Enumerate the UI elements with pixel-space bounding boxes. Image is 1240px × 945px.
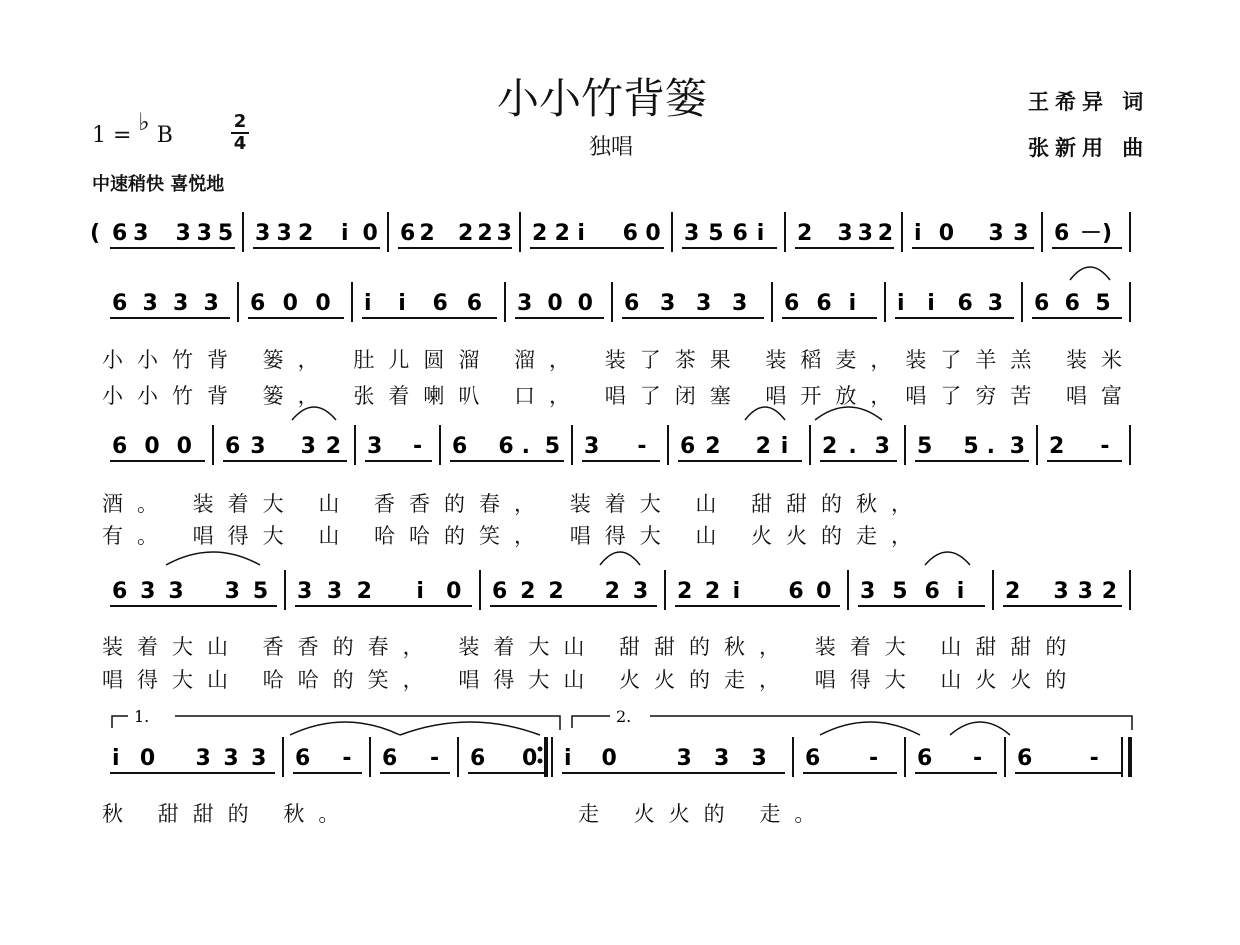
lyric-line: 唱得大山 哈哈的笑， 唱得大山 火火的走， 唱得大 山火火的 <box>102 668 1081 692</box>
note: 6 <box>470 746 486 771</box>
note: 6 <box>784 291 800 316</box>
note: 6 <box>466 291 483 316</box>
song-title: 小小竹背篓 <box>497 74 708 123</box>
note: i <box>398 291 406 316</box>
note: i <box>780 434 789 459</box>
slur <box>290 722 400 735</box>
paren-open: ( <box>90 221 101 246</box>
paren-close: －) <box>1080 221 1113 246</box>
note: 2 <box>520 579 536 604</box>
note: 3 <box>696 291 712 316</box>
note: 6 <box>225 434 241 459</box>
note: 2 <box>822 434 838 459</box>
lyric-line: 小小竹背 篓， 肚儿圆溜 溜， 装了茶果 装稻麦，装了羊羔 装米 <box>102 348 1137 372</box>
note: 3 <box>173 291 189 316</box>
note: 5 <box>708 221 724 246</box>
note: - <box>1100 434 1110 459</box>
tempo-marking: 中速稍快 喜悦地 <box>92 174 225 195</box>
note: 0 <box>282 291 298 316</box>
lyric-line: 小小竹背 篓， 张着喇叭 口， 唱了闭塞 唱开放，唱了穷苦 唱富 <box>102 384 1137 408</box>
note: i <box>112 746 120 771</box>
note: 0 <box>816 579 832 604</box>
note: 3 <box>195 746 211 771</box>
composer-credit: 张新用 曲 <box>1028 136 1150 160</box>
lyric-line: 酒。 装着大 山 香香的春， 装着大 山 甜甜的秋， <box>102 492 927 516</box>
note: 3 <box>660 291 676 316</box>
slur <box>745 407 785 420</box>
repeat-dot <box>538 759 543 764</box>
note: 2 <box>298 221 314 246</box>
note: 2 <box>477 221 493 246</box>
note: 3 <box>496 221 512 246</box>
note: 6 <box>498 434 514 459</box>
note: 3 <box>142 291 158 316</box>
note: 3 <box>517 291 533 316</box>
note: 6 <box>732 221 748 246</box>
slur <box>1070 267 1110 280</box>
key-prefix: 1 = <box>92 123 139 148</box>
note: 6 <box>112 291 128 316</box>
note: i <box>914 221 922 246</box>
note: 5 <box>1095 291 1111 316</box>
note: 3 <box>203 291 219 316</box>
time-denominator: 4 <box>233 133 247 154</box>
note: - <box>430 746 440 771</box>
note: 2 <box>755 434 771 459</box>
note: - <box>342 746 352 771</box>
repeat-dot <box>538 747 543 752</box>
note: 2 <box>325 434 342 459</box>
note: 3 <box>632 579 649 604</box>
note: 3 <box>223 746 239 771</box>
slur <box>292 407 336 420</box>
note: 2 <box>604 579 620 604</box>
note: 0 <box>176 434 192 459</box>
lyric-line: 走 火火的 走。 <box>578 802 830 826</box>
note: 3 <box>837 221 853 246</box>
slur <box>925 552 970 565</box>
note: 6 <box>112 579 128 604</box>
note: 3 <box>1013 221 1029 246</box>
note: 6 <box>957 291 973 316</box>
note: 3 <box>175 221 191 246</box>
note: i <box>956 579 965 604</box>
note: 3 <box>676 746 692 771</box>
note: 0 <box>577 291 593 316</box>
note: 5 <box>963 434 979 459</box>
note: - <box>413 434 423 459</box>
note: 3 <box>751 746 767 771</box>
slur <box>820 722 920 735</box>
note: 0 <box>645 221 661 246</box>
note: 2 <box>458 221 474 246</box>
note: . <box>986 434 995 459</box>
note: 0 <box>938 221 955 246</box>
note: i <box>848 291 857 316</box>
note: . <box>848 434 857 459</box>
note: 2 <box>677 579 693 604</box>
note: i <box>897 291 905 316</box>
note: 0 <box>547 291 563 316</box>
note: 0 <box>601 746 617 771</box>
volta-label: 2. <box>616 707 632 726</box>
note: 3 <box>732 291 748 316</box>
note: 3 <box>857 221 873 246</box>
note: 3 <box>168 579 184 604</box>
note: 3 <box>874 434 890 459</box>
note: 3 <box>584 434 600 459</box>
note: - <box>869 746 879 771</box>
note: - <box>637 434 647 459</box>
note: 6 <box>805 746 821 771</box>
key-note: B <box>156 123 173 148</box>
note: 6 <box>1017 746 1033 771</box>
note: 3 <box>987 291 1004 316</box>
note: 6 <box>680 434 696 459</box>
slur <box>950 722 1010 735</box>
performance-type: 独唱 <box>589 135 634 160</box>
flat-sign: ♭ <box>138 108 150 136</box>
lyricist-credit: 王希异 词 <box>1028 90 1150 114</box>
note: 2 <box>548 579 564 604</box>
note: 0 <box>362 221 378 246</box>
note: i <box>564 746 572 771</box>
note: 6 <box>1064 291 1080 316</box>
note: 3 <box>326 579 343 604</box>
note: 5 <box>252 579 269 604</box>
note: 2 <box>1005 579 1021 604</box>
note: i <box>927 291 935 316</box>
note: 6 <box>924 579 940 604</box>
note: 2 <box>704 579 721 604</box>
note: 3 <box>1009 434 1026 459</box>
note: 2 <box>419 221 435 246</box>
lyric-line: 装着大山 香香的春， 装着大山 甜甜的秋， 装着大 山甜甜的 <box>102 635 1081 659</box>
note: 6 <box>382 746 398 771</box>
note: 3 <box>1077 579 1093 604</box>
slur <box>166 552 260 565</box>
note: 2 <box>1049 434 1065 459</box>
note: 6 <box>400 221 416 246</box>
slur <box>400 722 540 735</box>
note: i <box>416 579 424 604</box>
volta-bracket-second <box>572 707 1132 730</box>
note: 3 <box>250 434 266 459</box>
note: 3 <box>367 434 383 459</box>
note: - <box>973 746 983 771</box>
note: 2 <box>356 579 372 604</box>
note: i <box>756 221 765 246</box>
note: i <box>364 291 372 316</box>
note: 6 <box>452 434 468 459</box>
note: 3 <box>988 221 1004 246</box>
volta-label: 1. <box>134 707 150 726</box>
note: 6 <box>788 579 804 604</box>
note: 5 <box>917 434 933 459</box>
note: 5 <box>544 434 561 459</box>
slur <box>600 552 640 565</box>
note: 3 <box>251 746 267 771</box>
note: 6 <box>622 221 638 246</box>
note: 6 <box>112 221 128 246</box>
note: 3 <box>684 221 700 246</box>
lyric-line: 有。 唱得大 山 哈哈的笑， 唱得大 山 火火的走， <box>102 524 927 548</box>
note: 6 <box>295 746 311 771</box>
note: 6 <box>1034 291 1050 316</box>
note: 0 <box>446 579 462 604</box>
lyric-line: 秋 甜甜的 秋。 <box>102 802 354 826</box>
note: 3 <box>133 221 149 246</box>
note: - <box>1089 746 1099 771</box>
note: i <box>732 579 741 604</box>
note: 2 <box>797 221 813 246</box>
note: 6 <box>1054 221 1070 246</box>
note: i <box>341 221 349 246</box>
note: 0 <box>315 291 331 316</box>
note: 2 <box>705 434 721 459</box>
note: 6 <box>816 291 832 316</box>
note: 3 <box>860 579 876 604</box>
note: 3 <box>1053 579 1069 604</box>
note: . <box>521 434 530 459</box>
note: 2 <box>877 221 894 246</box>
note: 2 <box>554 221 570 246</box>
volta-bracket-first <box>112 707 560 730</box>
note: 6 <box>917 746 933 771</box>
note: 6 <box>492 579 508 604</box>
note: 3 <box>297 579 313 604</box>
note: 0 <box>522 746 538 771</box>
note: 6 <box>250 291 266 316</box>
note: 2 <box>1101 579 1118 604</box>
time-numerator: 2 <box>233 111 247 132</box>
note: 6 <box>112 434 128 459</box>
note: 3 <box>196 221 212 246</box>
note: 3 <box>255 221 271 246</box>
note: 3 <box>714 746 730 771</box>
note: 0 <box>139 746 156 771</box>
note: 3 <box>276 221 292 246</box>
note: 0 <box>144 434 160 459</box>
note: 3 <box>140 579 156 604</box>
note: 3 <box>224 579 240 604</box>
note: 5 <box>892 579 908 604</box>
note: 5 <box>217 221 234 246</box>
note: 6 <box>624 291 640 316</box>
note: 2 <box>532 221 548 246</box>
note: 6 <box>432 291 448 316</box>
slur <box>815 407 882 420</box>
note: 3 <box>300 434 316 459</box>
note: i <box>577 221 585 246</box>
